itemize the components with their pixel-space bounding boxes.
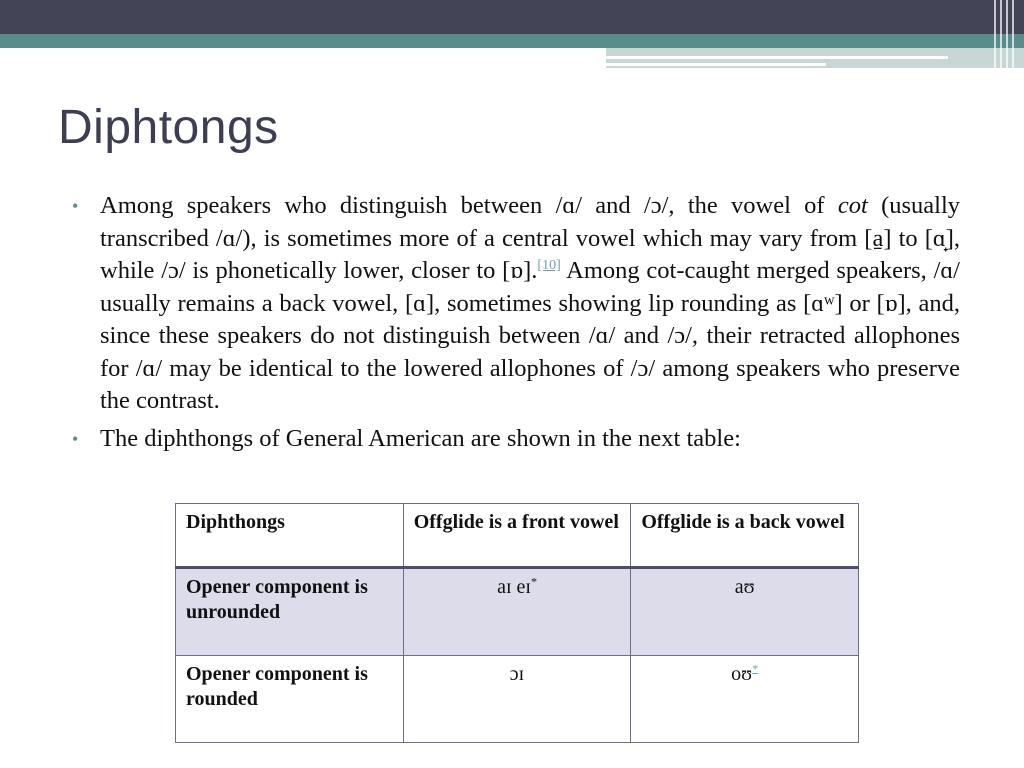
header-band-dark <box>0 0 1024 34</box>
table-row-header: Opener component is rounded <box>176 656 404 743</box>
bullet-item <box>70 190 960 418</box>
table-header-cell: Diphthongs <box>176 504 404 568</box>
italic-word: cot <box>837 192 868 219</box>
bullet-item <box>70 423 960 456</box>
table-row <box>176 656 859 743</box>
slide-title: Diphtongs <box>58 101 279 154</box>
slide-body <box>70 190 960 460</box>
table-cell: ɔɪ <box>403 656 631 743</box>
table-cell: aɪ eɪ* <box>403 568 631 656</box>
table-row <box>176 568 859 656</box>
footnote-mark: * <box>530 574 537 589</box>
table-cell: oʊ* <box>631 656 859 743</box>
footnote-link[interactable]: * <box>752 661 759 676</box>
header-band-line <box>606 63 826 66</box>
header-stripes <box>990 0 1024 68</box>
table-cell: aʊ <box>631 568 859 656</box>
bullet-text: The diphthongs of General American are shown in the next table: <box>100 424 741 452</box>
table-header-cell: Offglide is a back vowel <box>631 504 859 568</box>
header-band-line <box>606 56 948 59</box>
table-header-row <box>176 504 859 568</box>
bullet-dot-icon: • <box>72 428 79 449</box>
header-band-teal <box>0 34 1024 48</box>
table-header-cell: Offglide is a front vowel <box>403 504 631 568</box>
diphthong-table <box>175 503 859 743</box>
reference-link[interactable]: [10] <box>537 257 561 273</box>
bullet-text: Among speakers who distinguish between /ɑ/ and /ɔ/, the vowel of cot (usually transcribed /ɑ/), is sometimes more of a central vowel which may vary from [a̠] to [ɑ̟], while /ɔ/ is phonetically lower, closer to [ɒ].[10] Among cot-caught merged speakers, /ɑ/ usually remains a back vowel, [ɑ], sometimes showing lip rounding as [ɑʷ] or [ɒ], and, since these speakers do not distinguish between /ɑ/ and /ɔ/, their retracted allophones for /ɑ/ may be identical to the lowered allophones of /ɔ/ among speakers who preserve the contrast. <box>100 192 961 414</box>
table-row-header: Opener component is unrounded <box>176 568 404 656</box>
bullet-dot-icon: • <box>72 196 79 216</box>
